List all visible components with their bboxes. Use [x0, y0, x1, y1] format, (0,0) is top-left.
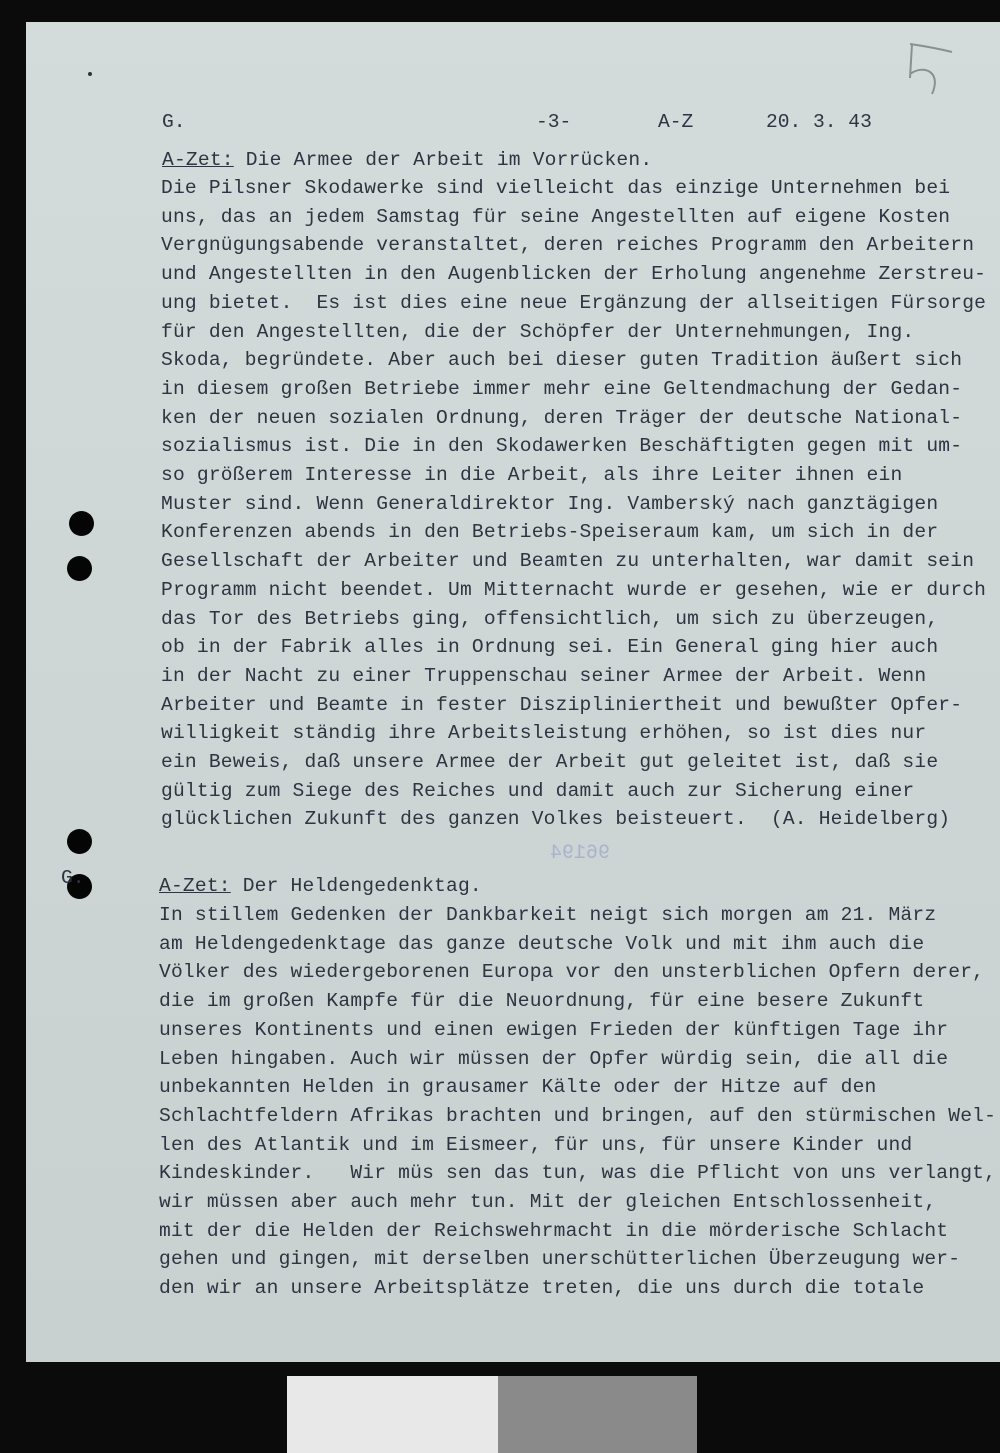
text-line: Leben hingaben. Auch wir müssen der Opfer würdig sein, die all die [159, 1047, 949, 1070]
text-line: Schlachtfeldern Afrikas brachten und bringen, auf den stürmischen Wel- [159, 1104, 997, 1127]
punch-hole [67, 556, 92, 581]
text-line: willigkeit ständig ihre Arbeitsleistung erhöhen, so ist dies nur [161, 722, 927, 745]
article-title: Der Heldengedenktag. [230, 875, 482, 897]
text-line: in der Nacht zu einer Truppenschau seiner Armee der Arbeit. Wenn [161, 664, 927, 687]
header-page-number: -3- [536, 111, 572, 133]
header-code: A-Z [658, 111, 694, 133]
text-line: Völker des wiedergeborenen Europa vor den unsterblichen Opfern derer, [159, 961, 985, 984]
calibration-swatch-white [287, 1376, 498, 1453]
text-line: len des Atlantik und im Eismeer, für uns, für unsere Kinder und [159, 1133, 913, 1156]
text-line: ob in der Fabrik alles in Ordnung sei. Ein General ging hier auch [161, 636, 939, 659]
text-line: das Tor des Betriebs ging, offensichtlich, um sich zu überzeugen, [161, 607, 939, 630]
text-line: In stillem Gedenken der Dankbarkeit neigt sich morgen am 21. März [159, 904, 937, 926]
pencil-page-number [872, 36, 962, 106]
text-line: Muster sind. Wenn Generaldirektor Ing. Vamberský nach ganztägigen [161, 492, 939, 515]
text-line: in diesem großen Betriebe immer mehr eine Geltendmachung der Gedan- [161, 377, 963, 400]
text-line: ein Beweis, daß unsere Armee der Arbeit gut geleitet ist, daß sie [161, 751, 939, 773]
text-line: gültig zum Siege des Reiches und damit auch zur Sicherung einer [161, 779, 915, 802]
article-label: A-Zet: [162, 149, 234, 171]
text-line: gehen und gingen, mit derselben unerschütterlichen Überzeugung wer- [159, 1248, 961, 1271]
header-left: G. [162, 111, 186, 133]
article-heading [159, 872, 482, 900]
text-line: unbekannten Helden in grausamer Kälte oder der Hitze auf den [159, 1076, 877, 1099]
article-title: Die Armee der Arbeit im Vorrücken. [233, 149, 653, 171]
margin-note: G. [61, 867, 85, 889]
calibration-swatch-gray [498, 1376, 697, 1453]
text-line: ken der neuen sozialen Ordnung, deren Träger der deutsche National- [161, 406, 963, 429]
text-line: sozialismus ist. Die in den Skodawerken Beschäftigten gegen mit um- [161, 435, 963, 458]
text-line: Kindeskinder. Wir müs sen das tun, was die Pflicht von uns verlangt, [159, 1162, 997, 1185]
text-line: Konferenzen abends in den Betriebs-Speiseraum kam, um sich in der [161, 521, 939, 544]
text-line: die im großen Kampfe für die Neuordnung, für eine besere Zukunft [159, 990, 925, 1013]
text-line: den wir an unsere Arbeitsplätze treten, die uns durch die totale [159, 1277, 925, 1300]
text-line: ung bietet. Es ist dies eine neue Ergänzung der allseitigen Fürsorge [161, 291, 987, 314]
text-line: unseres Kontinents und einen ewigen Frieden der künftigen Tage ihr [159, 1018, 949, 1041]
text-line: Arbeiter und Beamte in fester Diszipliniertheit und bewußter Opfer- [161, 693, 963, 716]
text-line: am Heldengedenktage das ganze deutsche Volk und mit ihm auch die [159, 932, 925, 955]
text-line: so größerem Interesse in die Arbeit, als ihre Leiter ihnen ein [161, 464, 903, 486]
text-line: Die Pilsner Skodawerke sind vielleicht das einzige Unternehmen bei [161, 177, 951, 199]
text-line: Gesellschaft der Arbeiter und Beamten zu unterhalten, war damit sein [161, 550, 975, 573]
text-line: uns, das an jedem Samstag für seine Angestellten auf eigene Kosten [161, 205, 951, 228]
punch-hole [69, 511, 94, 536]
faint-stamp: 96194 [549, 842, 610, 865]
text-line: und Angestellten in den Augenblicken der Erholung angenehme Zerstreu- [161, 263, 987, 286]
text-line: Programm nicht beendet. Um Mitternacht wurde er gesehen, wie er durch [161, 578, 987, 601]
text-line: Vergnügungsabende veranstaltet, deren reiches Programm den Arbeitern [161, 234, 975, 257]
article-heading [162, 146, 652, 174]
text-line: mit der die Helden der Reichswehrmacht in die mörderische Schlacht [159, 1219, 949, 1242]
text-line: Skoda, begründete. Aber auch bei dieser guten Tradition äußert sich [161, 349, 963, 372]
ink-speck [88, 72, 92, 76]
text-line: glücklichen Zukunft des ganzen Volkes beisteuert. (A. Heidelberg) [161, 808, 951, 831]
text-line: wir müssen aber auch mehr tun. Mit der gleichen Entschlossenheit, [159, 1191, 937, 1213]
text-line: für den Angestellten, die der Schöpfer der Unternehmungen, Ing. [161, 320, 915, 343]
header-date: 20. 3. 43 [766, 111, 872, 133]
article-label: A-Zet: [159, 875, 231, 897]
punch-hole [67, 829, 92, 854]
